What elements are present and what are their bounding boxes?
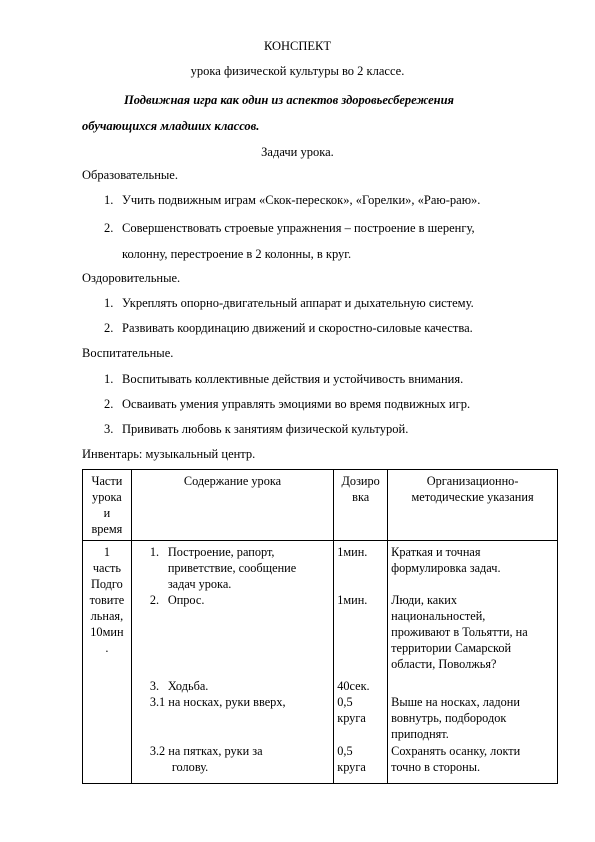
- method-notes-cell: [388, 541, 558, 784]
- note-3-2: [391, 743, 520, 775]
- content-item-1: [168, 544, 296, 592]
- document-subtitle: урока физической культуры во 2 классе.: [190, 64, 405, 78]
- note-line: проживают в Тольятти, на: [391, 625, 528, 639]
- tasks-heading: Задачи урока.: [261, 145, 334, 159]
- list-text: Осваивать умения управлять эмоциями во время подвижных игр.: [122, 397, 471, 411]
- document-title: КОНСПЕКТ: [263, 39, 332, 53]
- header-line: методические указания: [411, 490, 534, 504]
- list-text: Учить подвижным играм «Скок-перескок», «Горелки», «Раю-раю».: [122, 193, 481, 207]
- header-line: и: [103, 506, 111, 520]
- content-line: приветствие, сообщение: [167, 561, 297, 575]
- educational-heading: Образовательные.: [82, 168, 178, 182]
- list-number: 1.: [104, 296, 114, 310]
- part-line: 10мин: [90, 625, 124, 639]
- header-line: вка: [352, 490, 370, 504]
- dosage-value: [337, 694, 366, 726]
- note-3-1: [391, 694, 520, 742]
- note-line: области, Поволжья?: [391, 657, 497, 671]
- dosage-line: круга: [337, 711, 366, 725]
- list-number: 1.: [104, 372, 114, 386]
- header-lesson-content: [131, 470, 333, 541]
- note-line: точно в стороны.: [391, 760, 481, 774]
- list-text: Укреплять опорно-двигательный аппарат и дыхательную систему.: [122, 296, 474, 310]
- header-line: Дозиро: [341, 474, 380, 488]
- part-line: часть: [92, 561, 121, 575]
- lesson-theme-line-2: обучающихся младших классов.: [82, 119, 260, 133]
- note-line: Сохранять осанку, локти: [391, 744, 521, 758]
- upbringing-item-1: [104, 371, 463, 387]
- lesson-content-cell: [131, 541, 333, 784]
- list-text: Прививать любовь к занятиям физической культурой.: [122, 422, 409, 436]
- note-line: вовнутрь, подбородок: [391, 711, 507, 725]
- note-line: приподнят.: [391, 727, 449, 741]
- content-item-3: Ходьба.: [167, 679, 209, 693]
- part-line: 1: [103, 545, 110, 559]
- header-line: урока: [92, 490, 122, 504]
- table-header-row: [83, 470, 558, 541]
- content-item-3-1: 3.1 на носках, руки вверх,: [149, 695, 286, 709]
- list-number: 1.: [104, 193, 114, 207]
- content-item-2: Опрос.: [167, 593, 205, 607]
- notes-box: [391, 544, 554, 780]
- dosage-value: 40сек.: [337, 679, 370, 693]
- dosage-value: 1мин.: [337, 545, 368, 559]
- header-line: Части: [91, 474, 123, 488]
- lesson-theme-line-1: Подвижная игра как один из аспектов здоровьесбережения: [124, 93, 454, 107]
- list-number: 2.: [104, 397, 114, 411]
- content-line: голову.: [171, 760, 209, 774]
- list-text: Совершенствовать строевые упражнения – построение в шеренгу,: [122, 221, 475, 235]
- upbringing-heading: Воспитательные.: [82, 346, 174, 360]
- content-line: задач урока.: [167, 577, 232, 591]
- dosage-line: 0,5: [337, 744, 353, 758]
- header-dosage: [334, 470, 388, 541]
- content-line: Построение, рапорт,: [167, 545, 275, 559]
- header-line: время: [91, 522, 123, 536]
- part-line: льная,: [90, 609, 124, 623]
- note-line: формулировка задач.: [391, 561, 501, 575]
- list-number: 3.: [104, 422, 114, 436]
- upbringing-item-3: [104, 421, 408, 437]
- content-box: [135, 544, 330, 780]
- list-number: 3.: [149, 679, 160, 693]
- header-lesson-parts: [83, 470, 132, 541]
- note-line: национальностей,: [391, 609, 486, 623]
- list-text: Воспитывать коллективные действия и устойчивость внимания.: [122, 372, 464, 386]
- header-line: Организационно-: [426, 474, 519, 488]
- health-item-2: [104, 320, 473, 336]
- note-2: [391, 592, 528, 672]
- content-item-3-2: [150, 743, 263, 775]
- upbringing-item-2: [104, 396, 470, 412]
- header-method-notes: [388, 470, 558, 541]
- educational-item-2-continued: колонну, перестроение в 2 колонны, в круг.: [122, 247, 352, 261]
- list-number: 2.: [104, 221, 114, 235]
- table-row: [83, 541, 558, 784]
- note-1: [391, 544, 500, 576]
- part-line: .: [105, 641, 109, 655]
- educational-item-2: [104, 220, 475, 236]
- dosage-cell: [334, 541, 388, 784]
- part-line: товите: [89, 593, 125, 607]
- lesson-part-cell: [83, 541, 132, 784]
- note-line: территории Самарской: [391, 641, 512, 655]
- lesson-plan-table: [82, 469, 558, 784]
- part-line: Подго: [90, 577, 123, 591]
- dosage-value: [337, 743, 366, 775]
- dosage-box: [337, 544, 384, 780]
- list-text: Развивать координацию движений и скоростно-силовые качества.: [122, 321, 473, 335]
- list-number: 2.: [149, 593, 160, 607]
- list-number: 1.: [149, 545, 160, 559]
- inventory-line: Инвентарь: музыкальный центр.: [82, 447, 256, 461]
- dosage-line: круга: [337, 760, 366, 774]
- dosage-line: 0,5: [337, 695, 353, 709]
- note-line: Выше на носках, ладони: [391, 695, 520, 709]
- header-line: Содержание урока: [183, 474, 282, 488]
- note-line: Краткая и точная: [391, 545, 481, 559]
- note-line: Люди, каких: [391, 593, 457, 607]
- health-item-1: [104, 295, 474, 311]
- dosage-value: 1мин.: [337, 593, 368, 607]
- content-line: 3.2 на пятках, руки за: [149, 744, 263, 758]
- list-number: 2.: [104, 321, 114, 335]
- educational-item-1: [104, 192, 480, 208]
- health-heading: Оздоровительные.: [82, 271, 181, 285]
